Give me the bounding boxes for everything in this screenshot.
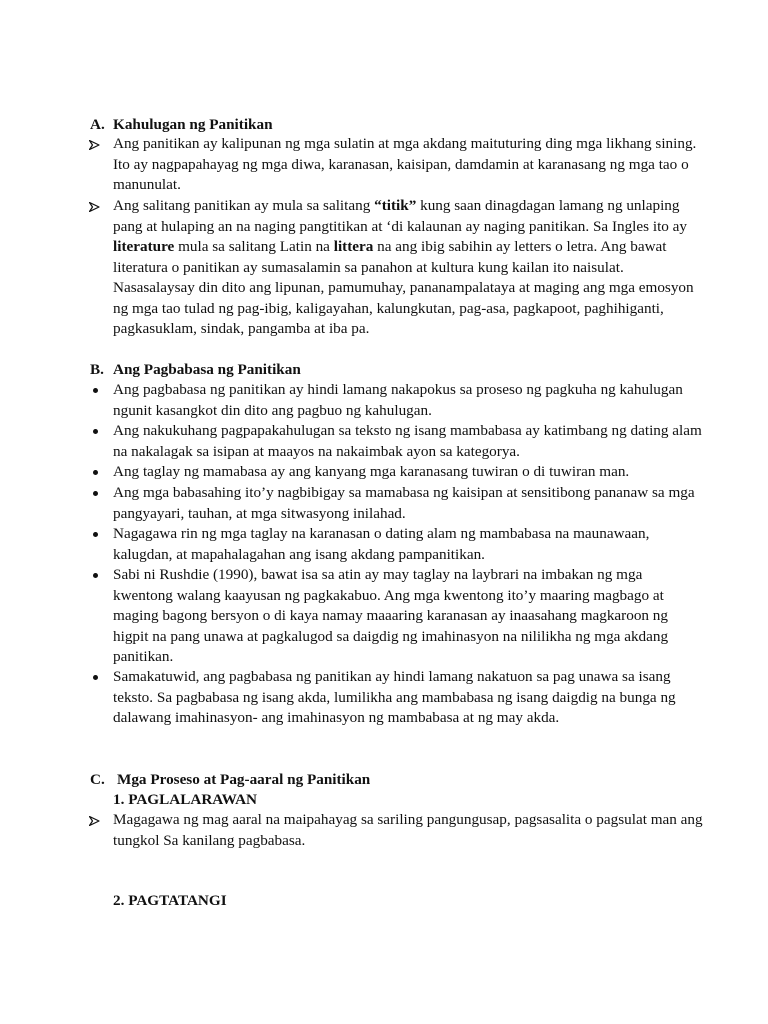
bullet-dot-icon: [89, 462, 103, 475]
section-b-item-text: Nagagawa rin ng mga taglay na karanasan o dating alam ng mambabasa na maunawaan, kalugdan, at mapahalagahan ang isang akdang pampanitikan.: [113, 525, 650, 563]
section-a-item-2-text: [113, 197, 694, 337]
text-run: Ang salitang panitikan ay mula sa salitang: [113, 197, 375, 214]
section-b-item-text: Samakatuwid, ang pagbabasa ng panitikan ay hindi lamang nakatuon sa pag unawa sa isang teksto. Sa pagbabasa ng isang akda, lumilikha ang mambabasa ng isang daigdig na bunga ng dalawang imahinasyon- ang imahinasyon ng mambabasa at ng may akda.: [113, 668, 676, 726]
section-b-item: [113, 524, 703, 565]
section-a-item-1: [113, 134, 703, 196]
bullet-dot-icon: [89, 524, 103, 537]
arrowhead-bullet-icon: [89, 810, 103, 826]
bullet-dot-icon: [89, 565, 103, 578]
section-c-item-1: [113, 810, 703, 851]
section-b-item: [113, 380, 703, 421]
section-b-item-text: Sabi ni Rushdie (1990), bawat isa sa atin ay may taglay na laybrari na imbakan ng mga kwentong walang kaayusan ng pagkakabuo. Ang mga kwentong ito’y maaring magbago at maging bagong bersyon o di kaya namay maaaring karanasan ay inaasahang magkaroon ng higpit na pang unawa at pagkalugod sa daigdig ng imahinasyon na nililikha ng mga akdang panitikan.: [113, 566, 669, 665]
section-c-letter: C.: [90, 771, 105, 788]
bold-term: “titik”: [374, 197, 417, 214]
bullet-dot-icon: [89, 667, 103, 680]
section-b-item: [113, 667, 703, 729]
section-c-item-1-text: Magagawa ng mag aaral na maipahayag sa sariling pangungusap, pagsasalita o pagsulat man ang tungkol Sa kanilang pagbabasa.: [113, 811, 703, 849]
section-a-title: Kahulugan ng Panitikan: [113, 116, 273, 133]
text-run: na ang ibig sabihin ay letters o letra. Ang bawat literatura o panitikan ay sumasalamin sa panahon at kultura kung kailan ito naisulat. Nasasalaysay din dito ang lipunan, pamumuhay, pananampalataya at maging ang mga emosyon ng mga tao tulad ng pag-ibig, kaligayahan, kalungkutan, pag-asa, pagkapoot, paghihiganti, pagkasuklam, sindak, pangamba at iba pa.: [113, 238, 694, 337]
arrowhead-bullet-icon: [89, 196, 103, 212]
section-b-letter: B.: [90, 361, 104, 378]
section-b-title: Ang Pagbabasa ng Panitikan: [113, 361, 301, 378]
section-a-item-2: [113, 196, 703, 340]
bullet-dot-icon: [89, 380, 103, 393]
section-c-subheading-1: 1. PAGLALARAWAN: [113, 791, 258, 808]
text-run: mula sa salitang Latin na: [174, 238, 334, 255]
arrowhead-bullet-icon: [89, 134, 103, 150]
section-b-item: [113, 421, 703, 462]
section-c-title: Mga Proseso at Pag-aaral ng Panitikan: [117, 771, 371, 788]
text-run: Ang panitikan ay kalipunan ng mga sulatin at mga akdang maituturing ding mga likhang sining. Ito ay nagpapahayag ng mga diwa, karanasan, kaisipan, damdamin at karanasang ng mga tao o manunulat.: [113, 135, 697, 193]
bold-term: literature: [113, 238, 175, 255]
section-b-item: [113, 462, 703, 483]
section-b-item-text: Ang nakukuhang pagpapakahulugan sa teksto ng isang mambabasa ay katimbang ng dating alam na nakalagak sa isipan at maayos na nakaimbak ayon sa kategorya.: [113, 422, 702, 460]
bullet-dot-icon: [89, 483, 103, 496]
bold-term: littera: [333, 238, 374, 255]
section-b-item-text: Ang mga babasahing ito’y nagbibigay sa mamabasa ng kaisipan at sensitibong pananaw sa mga pangyayari, tauhan, at mga sitwasyong inilahad.: [113, 484, 695, 522]
section-a-item-1-text: [113, 135, 696, 193]
section-c-subheading-2: 2. PAGTATANGI: [113, 892, 227, 909]
section-a-letter: A.: [90, 116, 105, 133]
section-b-item: [113, 483, 703, 524]
section-b-item-text: Ang taglay ng mamabasa ay ang kanyang mga karanasang tuwiran o di tuwiran man.: [113, 463, 630, 480]
text-run: kung saan dinagdagan lamang ng unlaping pang at hulaping an na naging pangtitikan at ‘di kalaunan ay naging panitikan. Sa Ingles ito ay: [113, 197, 688, 235]
section-b-item-text: Ang pagbabasa ng panitikan ay hindi lamang nakapokus sa proseso ng pagkuha ng kahulugan ngunit kasangkot din dito ang pagbuo ng kahulugan.: [113, 381, 683, 419]
section-b-item: [113, 565, 703, 668]
section-a-heading: [90, 115, 273, 136]
section-b-heading: [90, 360, 301, 381]
bullet-dot-icon: [89, 421, 103, 434]
section-c-heading: [90, 770, 370, 791]
